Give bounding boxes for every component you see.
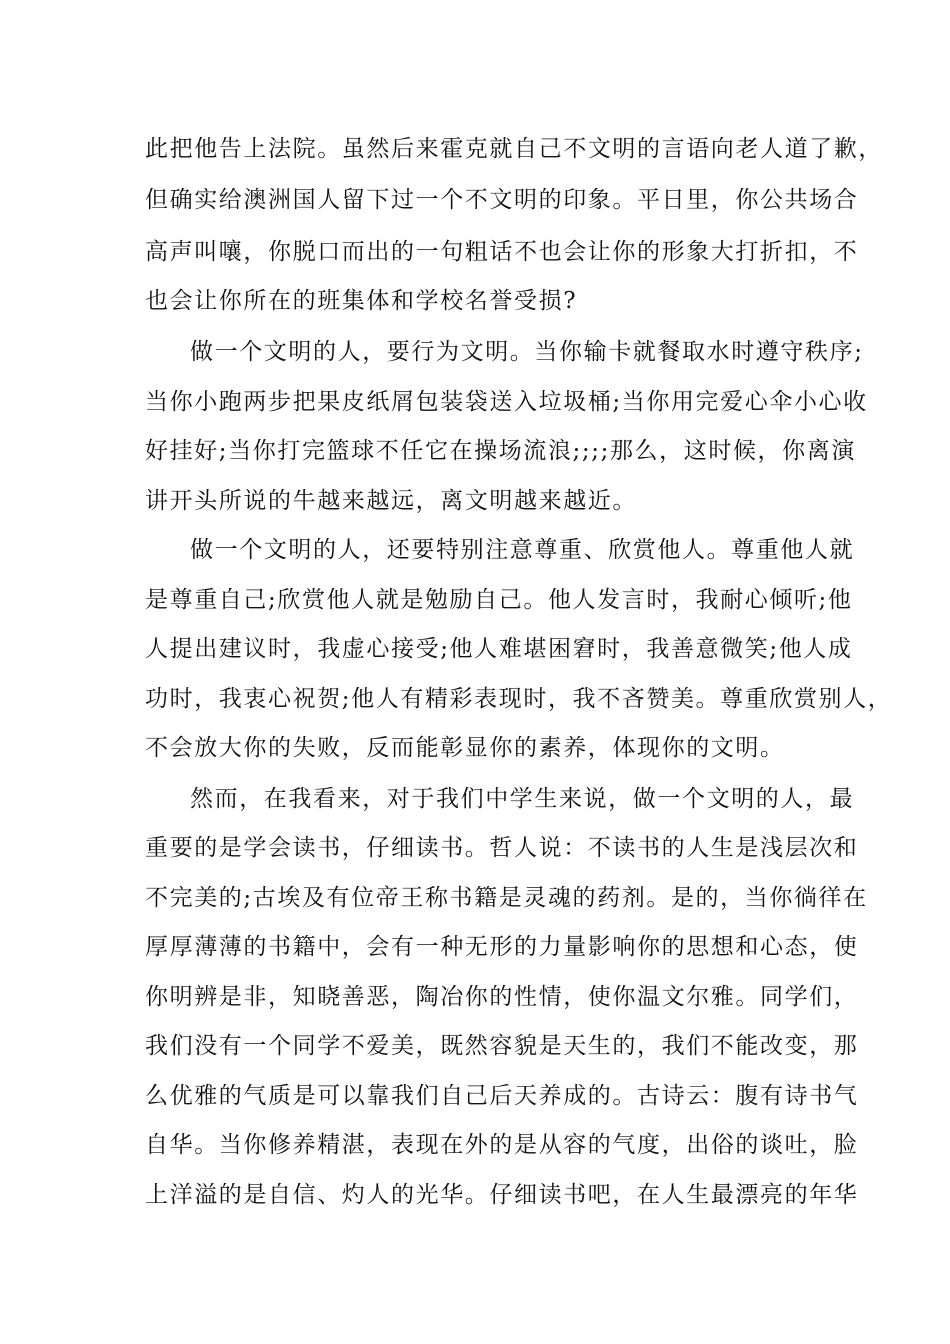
text-line: 此把他告上法院。虽然后来霍克就自己不文明的言语向老人道了歉，: [145, 136, 883, 162]
text-line: 好挂好;当你打完篮球不任它在操场流浪;;;;那么，这时候，你离演: [145, 438, 856, 464]
text-line: 高声叫嚷，你脱口而出的一句粗话不也会让你的形象大打折扣，不: [145, 239, 859, 265]
text-line: 功时，我衷心祝贺;他人有精彩表现时，我不吝赞美。尊重欣赏别人，: [145, 686, 893, 712]
text-line: 也会让你所在的班集体和学校名誉受损?: [145, 288, 578, 314]
paragraph-start-line: 做一个文明的人，还要特别注意尊重、欣赏他人。尊重他人就: [190, 537, 855, 563]
text-line: 不完美的;古埃及有位帝王称书籍是灵魂的药剂。是的，当你徜徉在: [145, 885, 868, 911]
text-line: 么优雅的气质是可以靠我们自己后天养成的。古诗云：腹有诗书气: [145, 1083, 859, 1109]
text-line: 你明辨是非，知晓善恶，陶冶你的性情，使你温文尔雅。同学们，: [145, 984, 859, 1010]
paragraph-start-line: 然而，在我看来，对于我们中学生来说，做一个文明的人，最: [190, 786, 855, 812]
text-line: 人提出建议时，我虚心接受;他人难堪困窘时，我善意微笑;他人成: [145, 636, 853, 662]
text-line: 厚厚薄薄的书籍中，会有一种无形的力量影响你的思想和心态，使: [145, 934, 859, 960]
text-line: 自华。当你修养精湛，表现在外的是从容的气度，出俗的谈吐，脸: [145, 1132, 859, 1158]
text-line: 是尊重自己;欣赏他人就是勉励自己。他人发言时，我耐心倾听;他: [145, 587, 853, 613]
text-line: 但确实给澳洲国人留下过一个不文明的印象。平日里，你公共场合: [145, 187, 859, 213]
paragraph-start-line: 做一个文明的人，要行为文明。当你输卡就餐取水时遵守秩序;: [190, 339, 864, 365]
text-line: 上洋溢的是自信、灼人的光华。仔细读书吧，在人生最漂亮的年华: [145, 1182, 859, 1208]
text-line: 我们没有一个同学不爱美，既然容貌是天生的，我们不能改变，那: [145, 1033, 859, 1059]
text-line: 不会放大你的失败，反而能彰显你的素养，体现你的文明。: [145, 735, 785, 761]
text-line: 讲开头所说的牛越来越远，离文明越来越近。: [145, 488, 637, 514]
text-line: 重要的是学会读书，仔细读书。哲人说：不读书的人生是浅层次和: [145, 835, 859, 861]
text-line: 当你小跑两步把果皮纸屑包装袋送入垃圾桶;当你用完爱心伞小心收: [145, 389, 868, 415]
